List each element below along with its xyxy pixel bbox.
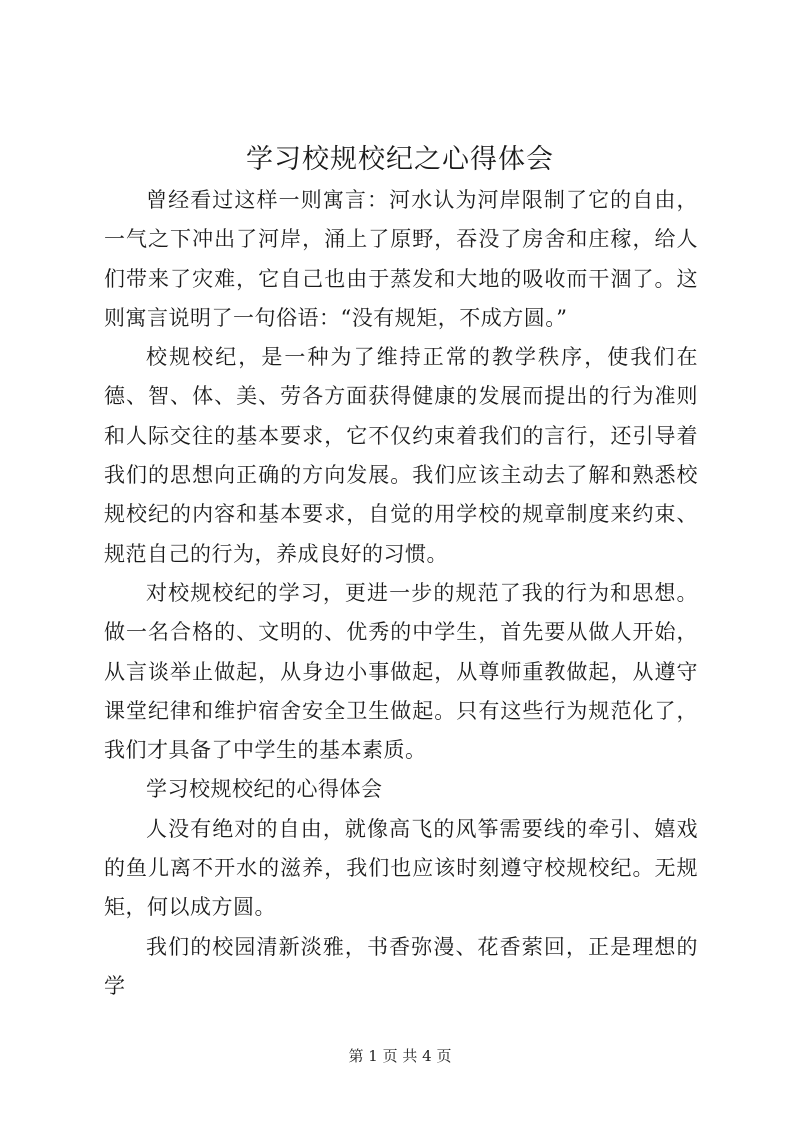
section-heading: 学习校规校纪的心得体会: [146, 777, 383, 802]
paragraph-freedom: 人没有绝对的自由，就像高飞的风筝需要线的牵引、嬉戏的鱼儿离不开水的滋养，我们也应该时刻遵守校规校纪。无规矩，何以成方圆。: [104, 816, 698, 920]
document-body: [104, 181, 698, 1006]
paragraph-campus: 我们的校园清新淡雅，书香弥漫、花香萦回，正是理想的学: [104, 934, 698, 998]
document-title: 学习校规校纪之心得体会: [246, 144, 554, 175]
page-number-footer: 第 1 页 共 4 页: [348, 1047, 452, 1065]
paragraph-learning-reflection: 对校规校纪的学习，更进一步的规范了我的行为和思想。做一名合格的、文明的、优秀的中学生，首先要从做人开始，从言谈举止做起，从身边小事做起，从尊师重教做起，从遵守课堂纪律和维护宿舍安全卫生做起。只有这些行为规范化了，我们才具备了中学生的基本素质。: [104, 580, 698, 763]
paragraph-rules-definition: 校规校纪，是一种为了维持正常的教学秩序，使我们在德、智、体、美、劳各方面获得健康的发展而提出的行为准则和人际交往的基本要求，它不仅约束着我们的言行，还引导着我们的思想向正确的方向发展。我们应该主动去了解和熟悉校规校纪的内容和基本要求，自觉的用学校的规章制度来约束、规范自己的行为，养成良好的习惯。: [104, 345, 698, 566]
paragraph-fable: 曾经看过这样一则寓言：河水认为河岸限制了它的自由，一气之下冲出了河岸，涌上了原野，吞没了房舍和庄稼，给人们带来了灾难，它自己也由于蒸发和大地的吸收而干涸了。这则寓言说明了一句俗语：“没有规矩，不成方圆。”: [104, 188, 698, 330]
